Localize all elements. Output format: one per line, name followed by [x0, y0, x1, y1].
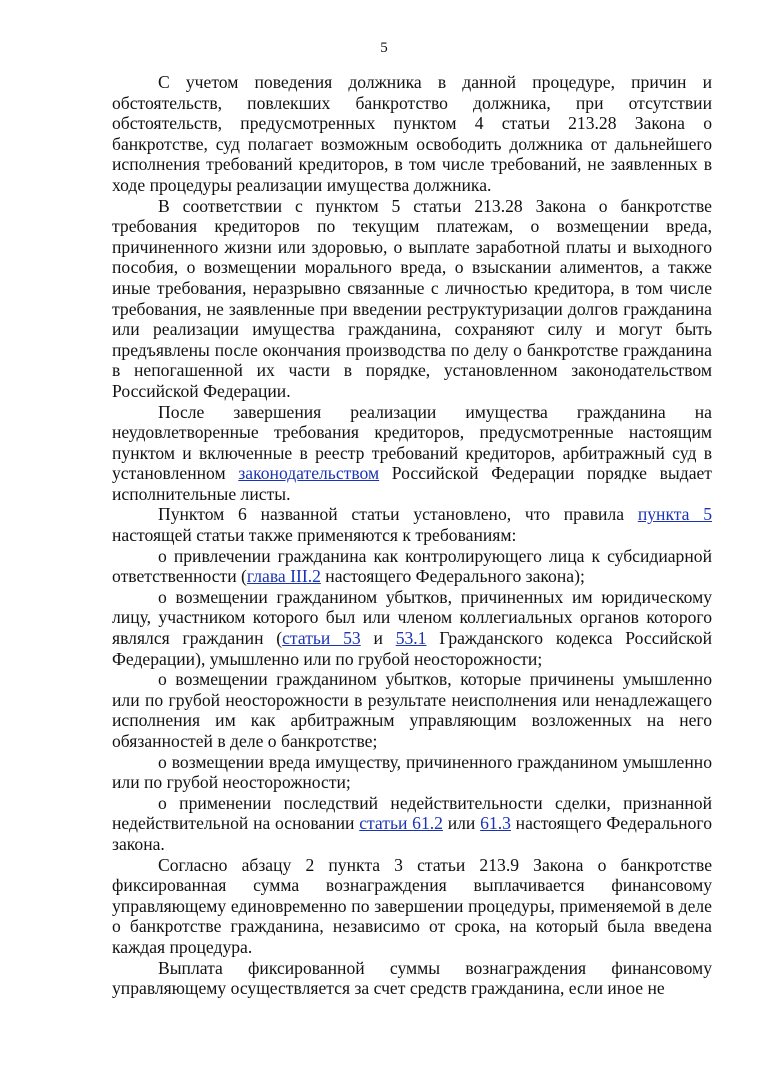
- paragraph-4: [112, 504, 712, 545]
- paragraph-10: Согласно абзацу 2 пункта 3 статьи 213.9 Закона о банкротстве фиксированная сумма вознаграждения выплачивается финансовому управляющему единовременно по завершении процедуры, применяемой в деле о банкротстве гражданина, независимо от срока, на который была введена каждая процедура.: [112, 854, 712, 957]
- paragraph-5-text-b: настоящего Федерального закона);: [320, 566, 585, 587]
- paragraph-8: о возмещении вреда имуществу, причиненного гражданином умышленно или по грубой неосторожности;: [112, 751, 712, 793]
- paragraph-7: о возмещении гражданином убытков, которые причинены умышленно или по грубой неосторожности в результате неисполнения или ненадлежащего исполнения им как арбитражным управляющим возложенных на него обязанностей в деле о банкротстве;: [112, 669, 712, 751]
- paragraph-4-text-b: настоящей статьи также применяются к требованиям:: [112, 525, 517, 546]
- link-article-53[interactable]: статьи 53: [282, 628, 361, 649]
- link-chapter-3-2[interactable]: глава III.2: [246, 566, 321, 587]
- paragraph-11: Выплата фиксированной суммы вознаграждения финансовому управляющему осуществляется за счет средств гражданина, если иное не: [112, 957, 712, 999]
- paragraph-3-text-b: Российской Федерации порядке выдает исполнительные листы.: [112, 463, 712, 504]
- paragraph-6-text-b: и: [360, 628, 396, 649]
- paragraph-1: С учетом поведения должника в данной процедуре, причин и обстоятельств, повлекших банкротство должника, при отсутствии обстоятельств, предусмотренных пунктом 4 статьи 213.28 Закона о банкротстве, суд полагает возможным освободить должника от дальнейшего исполнения требований кредиторов, в том числе требований, не заявленных в ходе процедуры реализации имущества должника.: [112, 72, 712, 195]
- paragraph-9-text-b: или: [442, 813, 481, 834]
- paragraph-3: [112, 402, 712, 505]
- link-article-53-1[interactable]: 53.1: [395, 628, 427, 649]
- paragraph-3-text-a: После завершения реализации имущества гражданина на неудовлетворенные требования кредиторов, предусмотренные настоящим пунктом и включенные в реестр требований кредиторов, арбитражный суд в установленном: [112, 401, 712, 484]
- paragraph-4-text-a: Пунктом 6 названной статьи установлено, что правила: [158, 504, 638, 525]
- link-article-61-3[interactable]: 61.3: [480, 813, 511, 834]
- paragraph-6-text-c: Гражданского кодекса Российской Федерации), умышленно или по грубой неосторожности;: [112, 628, 713, 669]
- link-article-61-2[interactable]: статьи 61.2: [359, 813, 443, 834]
- page-number: 5: [380, 40, 388, 56]
- paragraph-5-text-a: о привлечении гражданина как контролирующего лица к субсидиарной ответственности (: [112, 545, 712, 587]
- link-clause-5[interactable]: пункта 5: [637, 504, 713, 525]
- paragraph-9-text-c: настоящего Федерального закона.: [112, 813, 712, 854]
- paragraph-5: [112, 546, 712, 587]
- paragraph-6: [112, 587, 712, 669]
- paragraph-9-text-a: о применении последствий недействительности сделки, признанной недействительной на основании: [112, 792, 712, 834]
- paragraph-2: В соответствии с пунктом 5 статьи 213.28 Закона о банкротстве требования кредиторов по текущим платежам, о возмещении вреда, причиненного жизни или здоровью, о выплате заработной платы и выходного пособия, о возмещении морального вреда, о взыскании алиментов, а также иные требования, неразрывно связанные с личностью кредитора, в том числе требования, не заявленные при введении реструктуризации долгов гражданина или реализации имущества гражданина, сохраняют силу и могут быть предъявлены после окончания производства по делу о банкротстве гражданина в непогашенной их части в порядке, установленном законодательством Российской Федерации.: [112, 195, 712, 401]
- paragraph-6-text-a: о возмещении гражданином убытков, причиненных им юридическому лицу, участником которого был или членом коллегиальных органов которого являлся гражданин (: [112, 586, 712, 649]
- link-legislation[interactable]: законодательством: [238, 463, 380, 484]
- paragraph-9: [112, 793, 712, 855]
- document-body: [112, 72, 712, 999]
